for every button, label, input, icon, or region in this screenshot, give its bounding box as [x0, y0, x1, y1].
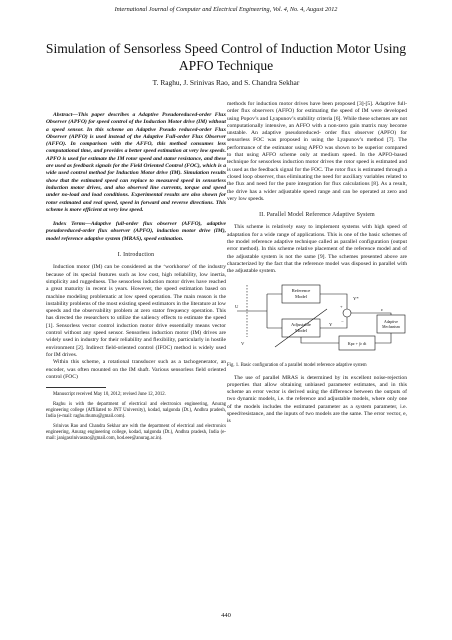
label-adjustable-2: Model [295, 327, 307, 333]
intro-paragraph-1: Induction motor (IM) can be considered as the ‘workhorse’ of the industry because of its special features such as low cost, high reliability, low inertia, simplicity and ruggedness. The sensorless induction motor drives have reached a great maturity in recent is years. However, the speed estimation based on machine modeling problematic at low speed operation. The main reason is the instability problems of the most existing speed estimators in the literature at low speeds and the observability problem at zero stator frequency operation. This has directed the researchers to utilize the saliency effects to estimate the speed [1]. Sensorless vector control induction motor drive essentially means vector control without any speed sensor. Sensorless induction motor (IM) drives are widely used in industry for their reliability and flexibility, particularly in hostile environment [2]. Indirect field-oriented control (IFOC) method is widely used for IM drives. [46, 264, 226, 358]
right-paragraph-1: methods for induction motor drives have been proposed [3]-[5]. Adaptive full-order flux observers (AFFO) for estimating the speed of IM were developed using Popov’s and Lyapunov’s stability criteria [6]. While these schemes are not computationally intensive, an AFFO with a non-zero gain matrix may become unstable. An adaptive pseudoreduced- order flux observer (APFO) for sensorless FOC was proposed in using the Lyapunov’s method [7]. The performance of the estimator using APFO was shown to be superior compared to that using AFFO scheme only at medium speed. In the APFO-based technique for sensorless induction motor drives the rotor speed is estimated and is used as the feedback signal for the FOC. The rotor flux is estimated through a closed loop observer, thus eliminating the need for auxiliary variables related to the flux and need for the pure integration for flux calculations [8]. As a result, the drive has a wider adjustable speed range and can be operated at zero and very low speeds. [227, 101, 407, 202]
section-introduction-title: I. Introduction [117, 252, 155, 259]
abstract-text: —This paper describes a Adaptive Pseudoreduced-order Flux Observer (APFO) for speed control of the Induction Motor drive (IM) without a speed sensor. In this scheme an Adaptive Pseudo reduced-order Flux Observer (APFO) is used instead of the Adaptive Full-order Flux Observer (AFFO). In comparison with the AFFO, this method consumes less computational time, and provides a better speed estimation at very low speeds. APFO is used for estimate the IM rotor speed and stator resistance, and these are used as feedback signals for the Field Oriented Control (FOC), which is a wide used control method for Induction Motor drive (IM). Simulation results show that the estimated speed can replace to measured speed in sensorless induction motor drives, and also observed line currents, torque and speed under no-load and load conditions. Experimental results are also shown for rotor estimated and real speed, speed in forward and reverse directions. This scheme is more efficient at very low speed. [46, 112, 226, 213]
section-mras-title: II. Parallel Model Reference Adaptive System [259, 212, 375, 219]
right-column [227, 101, 407, 426]
label-adjustable-1: Adjustable [291, 321, 311, 327]
label-mechanism-1: Adaptive [384, 319, 398, 324]
index-terms-label: Index Terms [53, 221, 86, 228]
label-plus: + [340, 303, 343, 309]
right-paragraph-2: This scheme is relatively easy to implement systems with high speed of adaptation for a wide range of applications. This is one of the basic schemes of the model reference adaptive technique called as parallel configuration (output error method). In this scheme relative placement of the reference model and of the adjustable system is not the same [9]. The schemes presented above are characterized by the fact that the reference model was disposed in parallel with the adjustable system. [227, 224, 407, 275]
label-reference-2: Model [295, 293, 307, 299]
reference-output-line [320, 294, 347, 309]
index-terms-text: —Adaptive full-order flux observer (AFFO), adaptive pseudoreduced-order flux observer (APFO), induction motor drive (IM), model reference adaptive system (MRAS), speed estimation. [46, 221, 226, 242]
abstract [46, 112, 226, 214]
label-reference-1: Reference [291, 287, 311, 293]
adaptive-mechanism-block [377, 315, 405, 333]
label-ystar: Y* [353, 295, 359, 301]
journal-header: International Journal of Computer and Electrical Engineering, Vol. 4, No. 4, August 2012 [114, 6, 338, 13]
label-y: Y [329, 321, 333, 327]
left-column [46, 112, 226, 442]
input-lines [237, 294, 282, 328]
index-terms [46, 221, 226, 243]
page-number: 440 [221, 612, 231, 619]
mras-block-diagram [227, 281, 407, 361]
label-epsilon: ε [381, 306, 383, 312]
feedback-line [301, 337, 339, 343]
abstract-label: Abstract [53, 112, 73, 118]
paper-title: Simulation of Sensorless Speed Control of Induction Motor Using APFO Technique [45, 41, 407, 73]
footnote-author-1: Raghu is with the department of electrical and electronics engineering, Anurag engineering college (Affiliated to JNT University), kodad, nalgonda (Dt.), Andhra pradesh, India (e-mail: raghu.thumu@gmail.com). [46, 402, 226, 420]
summing-junction [343, 309, 351, 317]
authors: T. Raghu, J. Srinivas Rao, and S. Chandra Sekhar [152, 78, 300, 87]
right-paragraph-3: The use of parallel MRAS is determined by its excellent noise-rejection properties that allow obtaining unbiased parameter estimates, and in this scheme an error vector is derived using the difference between the outputs of two dynamic models, i.e. the reference and adjustable models, where only one of the models includes the estimated parameter as a system parameter, i.e. speed/resistance, and the inputs of two models are the same. The error vector, e, is [227, 374, 407, 425]
footnote-author-2: Srinivas Rao and Chandra Sekhar are with the department of electrical and electronics engineering, Anurag engineering college, kodad, nalgonda (Dt.), Andhra pradesh, India (e-mail: janigasrinivasrao@gmail.com, hod.eee@anurag.ac.in). [46, 424, 226, 442]
label-u: U [235, 303, 239, 309]
footnote-rule [46, 387, 106, 388]
label-minus: − [341, 318, 344, 324]
mechanism-to-law-line [375, 333, 391, 343]
footnote-manuscript: Manuscript received May 10, 2012; revised June 12, 2012. [53, 392, 166, 398]
intro-paragraph-2: Within this scheme, a rotational transducer such as a tachogenerator, an encoder, was often mounted on the IM shaft. Various sensorless field oriented control (FOC) [46, 359, 226, 380]
figure-mras-diagram [227, 281, 407, 361]
label-mechanism-2: Mechanism [382, 324, 400, 329]
label-adaptation-law: Kpε + ∫ε dt [347, 340, 367, 346]
label-v: V [241, 340, 245, 346]
figure-caption: Fig. 1. Basic configuration of a parallel model reference adaptive system [227, 362, 367, 368]
